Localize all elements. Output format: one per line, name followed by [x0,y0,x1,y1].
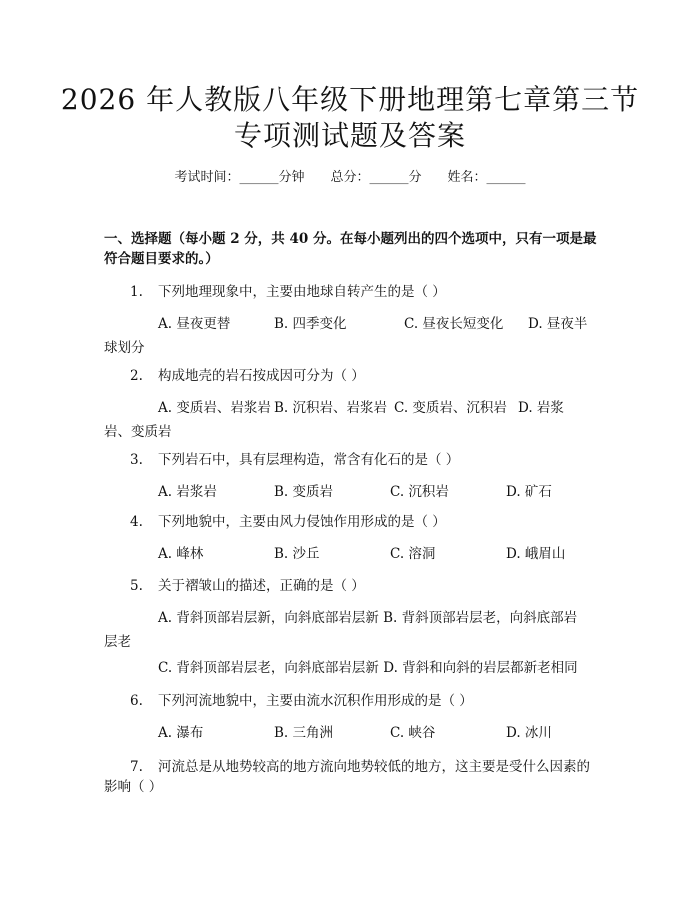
option-d: D. 岩浆 [518,400,564,416]
question-number: 1. [130,284,143,300]
question-5-options [104,606,604,654]
option-d: D. 昼夜半 [528,316,588,332]
question-number: 3. [130,452,143,468]
exam-score-field: 总分：______分 [330,170,422,185]
option-b: B. 沙丘 [274,546,320,562]
option-d: D. 矿石 [506,484,552,500]
option-c: C. 沉积岩 [390,484,449,500]
question-stem: 下列岩石中，具有层理构造，常含有化石的是（ ） [158,452,460,468]
question-2-options [104,396,604,444]
option-a: A. 岩浆岩 [158,484,217,500]
option-c: C. 昼夜长短变化 [404,316,504,332]
question-7-cont [104,775,604,799]
exam-name-field: 姓名：______ [447,170,526,185]
question-1 [130,282,600,302]
option-c: C. 溶洞 [390,546,436,562]
section-heading-line2: 符合题目要求的。） [104,251,219,267]
exam-time-field: 考试时间：______分钟 [174,170,305,185]
option-c: C. 峡谷 [390,725,436,741]
option-b: B. 沉积岩、岩浆岩 [274,400,388,416]
option-a: A. 峰林 [158,546,204,562]
section-heading [104,229,604,269]
option-a: A. 昼夜更替 [158,316,231,332]
option-b: B. 三角洲 [274,725,334,741]
option-b: B. 变质岩 [274,484,334,500]
question-3-options [104,480,604,504]
question-number: 5. [130,578,143,594]
question-stem: 下列河流地貌中，主要由流水沉积作用形成的是（ ） [158,693,473,709]
question-4 [130,512,600,532]
question-7 [130,757,600,777]
option-continuation: 岩、变质岩 [104,424,172,440]
question-stem: 下列地理现象中，主要由地球自转产生的是（ ） [158,284,446,300]
exam-meta [0,168,700,188]
question-4-options [104,542,604,566]
option-c: C. 变质岩、沉积岩 [394,400,507,416]
option-b: B. 四季变化 [274,316,347,332]
option-row-1: A. 背斜顶部岩层新，向斜底部岩层新 B. 背斜顶部岩层老，向斜底部岩 [158,610,578,626]
question-number: 2. [130,368,143,384]
doc-title-line1: 2026 年人教版八年级下册地理第七章第三节 [60,83,640,116]
question-number: 7. [130,759,143,775]
doc-title-line2: 专项测试题及答案 [233,119,466,152]
option-continuation: 球划分 [104,340,145,356]
question-1-options [104,312,604,360]
question-stem: 关于褶皱山的描述，正确的是（ ） [158,578,365,594]
option-a: A. 瀑布 [158,725,204,741]
section-heading-line1: 一、选择题（每小题 2 分，共 40 分。在每小题列出的四个选项中，只有一项是最 [104,231,597,247]
question-stem: 构成地壳的岩石按成因可分为（ ） [158,368,365,384]
question-3 [130,450,600,470]
option-d: D. 峨眉山 [506,546,566,562]
question-stem: 河流总是从地势较高的地方流向地势较低的地方，这主要是受什么因素的 [158,759,590,775]
question-number: 4. [130,514,143,530]
question-5-options-row2 [104,656,604,680]
question-2 [130,366,600,386]
option-row-2: C. 背斜顶部岩层老，向斜底部岩层新 D. 背斜和向斜的岩层都新老相同 [158,660,578,676]
option-a: A. 变质岩、岩浆岩 [158,400,271,416]
option-d: D. 冰川 [506,725,552,741]
question-stem: 下列地貌中，主要由风力侵蚀作用形成的是（ ） [158,514,446,530]
question-number: 6. [130,693,143,709]
question-6-options [104,721,604,745]
question-5 [130,576,600,596]
question-6 [130,691,600,711]
option-continuation: 层老 [104,634,131,650]
question-stem-continuation: 影响（ ） [104,779,163,795]
